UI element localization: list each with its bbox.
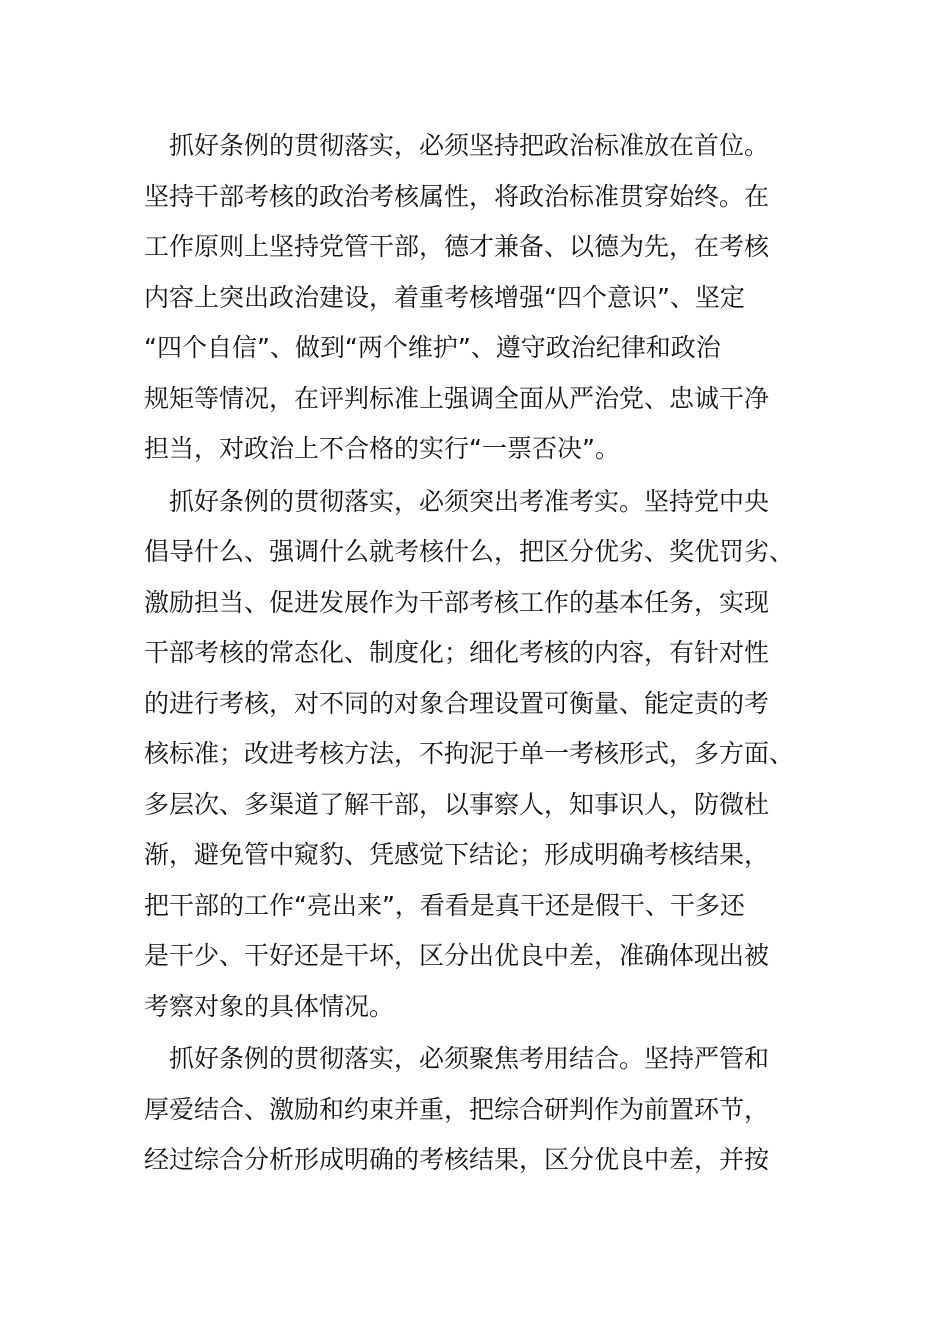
- paragraph-line: 渐，避免管中窥豹、凭感觉下结论；形成明确考核结果，: [144, 840, 770, 869]
- paragraph-line: 抓好条例的贯彻落实，必须聚焦考用结合。坚持严管和: [144, 1044, 770, 1073]
- document-body: [144, 121, 804, 1186]
- paragraph-line: 干部考核的常态化、制度化；细化考核的内容，有针对性: [144, 638, 770, 667]
- paragraph-line: 坚持干部考核的政治考核属性，将政治标准贯穿始终。在: [144, 181, 770, 211]
- paragraph-line: 多层次、多渠道了解干部，以事察人，知事识人，防微杜: [144, 789, 770, 819]
- paragraph-line: 工作原则上坚持党管干部，德才兼备、以德为先，在考核: [144, 232, 770, 261]
- paragraph-line: 是干少、干好还是干坏，区分出优良中差，准确体现出被: [144, 941, 770, 970]
- paragraph-line: 把干部的工作“亮出来”，看看是真干还是假干、干多还: [144, 890, 745, 920]
- paragraph-assessment-use: [144, 1034, 804, 1186]
- paragraph-accurate-assessment: [144, 477, 804, 1033]
- paragraph-line: 担当，对政治上不合格的实行“一票否决”。: [144, 434, 620, 463]
- paragraph-line: 的进行考核，对不同的对象合理设置可衡量、能定责的考: [144, 688, 770, 718]
- paragraph-line: “四个自信”、做到“两个维护”、遵守政治纪律和政治: [144, 333, 721, 362]
- paragraph-line: 激励担当、促进发展作为干部考核工作的基本任务，实现: [144, 587, 770, 617]
- paragraph-line: 核标准；改进考核方法，不拘泥于单一考核形式，多方面、: [144, 739, 795, 768]
- paragraph-political-standard: [144, 121, 804, 475]
- paragraph-line: 倡导什么、强调什么就考核什么，把区分优劣、奖优罚劣、: [144, 537, 795, 566]
- paragraph-line: 厚爱结合、激励和约束并重，把综合研判作为前置环节，: [144, 1094, 770, 1124]
- paragraph-line: 经过综合分析形成明确的考核结果，区分优良中差，并按: [144, 1145, 770, 1174]
- paragraph-line: 考察对象的具体情况。: [144, 991, 395, 1021]
- paragraph-line: 抓好条例的贯彻落实，必须突出考准考实。坚持党中央: [144, 486, 770, 516]
- paragraph-line: 内容上突出政治建设，着重考核增强“四个意识”、坚定: [144, 282, 745, 312]
- paragraph-line: 抓好条例的贯彻落实，必须坚持把政治标准放在首位。: [144, 131, 770, 160]
- paragraph-line: 规矩等情况，在评判标准上强调全面从严治党、忠诚干净: [144, 383, 770, 413]
